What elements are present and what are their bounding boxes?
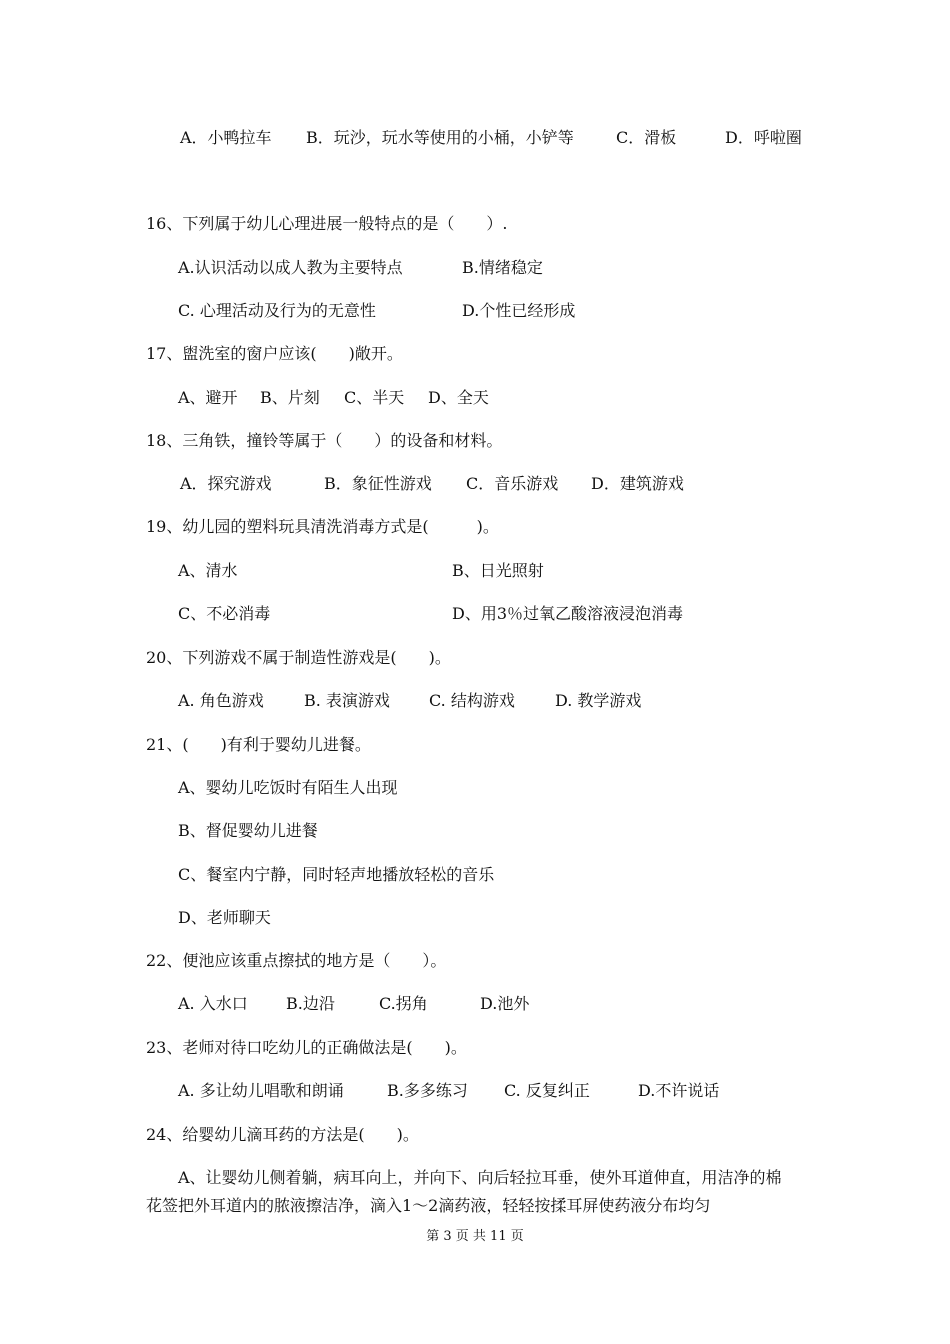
q20-option-a: A. 角色游戏 — [178, 691, 264, 710]
q19-option-a: A、清水 — [178, 561, 238, 580]
q17-option-a: A、避开 — [178, 388, 238, 407]
q20-stem: 20、下列游戏不属于制造性游戏是( )。 — [146, 648, 451, 667]
q18-stem: 18、三角铁，撞铃等属于（ ）的设备和材料。 — [146, 431, 503, 450]
q24-option-a-line2: 花签把外耳道内的脓液擦洁净，滴入1～2滴药液，轻轻按揉耳屏使药液分布均匀 — [146, 1196, 711, 1215]
q16-option-d: D.个性已经形成 — [462, 301, 576, 320]
q19-option-b: B、日光照射 — [452, 561, 544, 580]
q21-option-d: D、老师聊天 — [178, 908, 271, 927]
q23-option-b: B.多多练习 — [387, 1081, 468, 1100]
q18-option-b: B．象征性游戏 — [324, 474, 432, 493]
q15-option-b: B．玩沙，玩水等使用的小桶，小铲等 — [306, 128, 574, 147]
q17-option-c: C、半天 — [344, 388, 405, 407]
q17-stem: 17、盥洗室的窗户应该( )敞开。 — [146, 344, 403, 363]
q22-option-d: D.池外 — [480, 994, 530, 1013]
q23-option-a: A. 多让幼儿唱歌和朗诵 — [178, 1081, 344, 1100]
q21-stem: 21、( )有利于婴幼儿进餐。 — [146, 735, 371, 754]
q22-stem: 22、便池应该重点擦拭的地方是（ ）。 — [146, 951, 447, 970]
q17-option-d: D、全天 — [428, 388, 489, 407]
q23-stem: 23、老师对待口吃幼儿的正确做法是( )。 — [146, 1038, 467, 1057]
q24-option-a-line1: A、让婴幼儿侧着躺，病耳向上，并向下、向后轻拉耳垂，使外耳道伸直，用洁净的棉 — [178, 1168, 782, 1187]
q22-option-b: B.边沿 — [286, 994, 335, 1013]
q16-option-c: C. 心理活动及行为的无意性 — [178, 301, 376, 320]
q19-stem: 19、幼儿园的塑料玩具清洗消毒方式是( )。 — [146, 517, 499, 536]
q20-option-b: B. 表演游戏 — [304, 691, 390, 710]
q17-option-b: B、片刻 — [260, 388, 320, 407]
q21-option-c: C、餐室内宁静，同时轻声地播放轻松的音乐 — [178, 865, 495, 884]
q20-option-c: C. 结构游戏 — [429, 691, 515, 710]
q18-option-d: D．建筑游戏 — [591, 474, 684, 493]
q19-option-d: D、用3％过氧乙酸溶液浸泡消毒 — [452, 604, 684, 623]
q16-option-b: B.情绪稳定 — [462, 258, 543, 277]
q18-option-c: C．音乐游戏 — [466, 474, 559, 493]
q15-option-c: C．滑板 — [616, 128, 677, 147]
q20-option-d: D. 教学游戏 — [555, 691, 642, 710]
q22-option-c: C.拐角 — [379, 994, 428, 1013]
q23-option-d: D.不许说话 — [638, 1081, 720, 1100]
page-footer: 第 3 页 共 11 页 — [426, 1229, 524, 1244]
q16-option-a: A.认识活动以成人教为主要特点 — [178, 258, 403, 277]
q21-option-b: B、督促婴幼儿进餐 — [178, 821, 318, 840]
q23-option-c: C. 反复纠正 — [504, 1081, 590, 1100]
q16-stem: 16、下列属于幼儿心理进展一般特点的是（ ）. — [146, 214, 508, 233]
q19-option-c: C、不必消毒 — [178, 604, 271, 623]
q18-option-a: A．探究游戏 — [180, 474, 272, 493]
q21-option-a: A、婴幼儿吃饭时有陌生人出现 — [178, 778, 398, 797]
q15-option-d: D．呼啦圈 — [725, 128, 802, 147]
q24-stem: 24、给婴幼儿滴耳药的方法是( )。 — [146, 1125, 419, 1144]
q15-option-a: A．小鸭拉车 — [180, 128, 272, 147]
q22-option-a: A. 入水口 — [178, 994, 248, 1013]
